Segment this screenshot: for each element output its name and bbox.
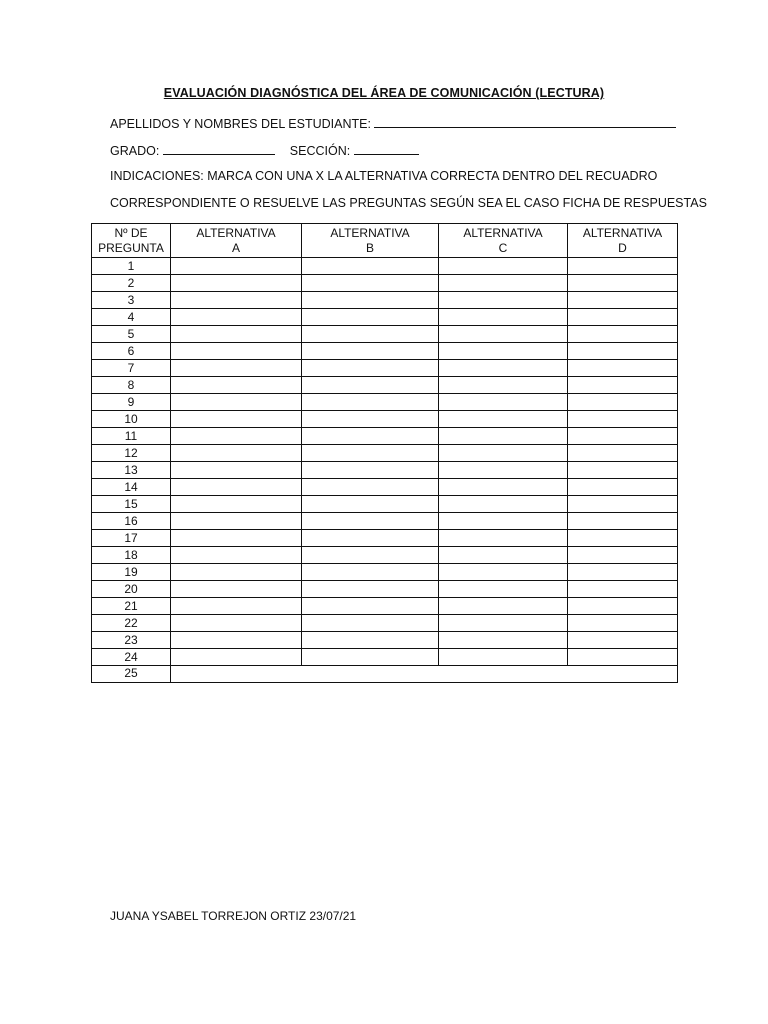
answer-cell-a[interactable] bbox=[171, 530, 302, 547]
question-number: 21 bbox=[92, 598, 171, 615]
table-row bbox=[92, 615, 678, 632]
question-number: 13 bbox=[92, 462, 171, 479]
answer-cell-b[interactable] bbox=[302, 411, 439, 428]
answer-cell-a[interactable] bbox=[171, 411, 302, 428]
table-row bbox=[92, 275, 678, 292]
answer-cell-b[interactable] bbox=[302, 513, 439, 530]
answer-cell-d[interactable] bbox=[568, 309, 678, 326]
table-row bbox=[92, 598, 678, 615]
answer-cell-a[interactable] bbox=[171, 496, 302, 513]
answer-cell-d[interactable] bbox=[568, 581, 678, 598]
answer-table bbox=[91, 223, 678, 683]
answer-cell-b[interactable] bbox=[302, 547, 439, 564]
answer-cell-b[interactable] bbox=[302, 360, 439, 377]
answer-cell-c[interactable] bbox=[439, 292, 568, 309]
alternative-c-header: ALTERNATIVA C bbox=[439, 224, 568, 258]
question-number: 10 bbox=[92, 411, 171, 428]
answer-cell-b[interactable] bbox=[302, 581, 439, 598]
answer-cell-d[interactable] bbox=[568, 445, 678, 462]
answer-cell-d[interactable] bbox=[568, 598, 678, 615]
question-number: 1 bbox=[92, 258, 171, 275]
answer-cell-b[interactable] bbox=[302, 632, 439, 649]
answer-cell-a[interactable] bbox=[171, 258, 302, 275]
answer-cell-a[interactable] bbox=[171, 513, 302, 530]
answer-cell-b[interactable] bbox=[302, 275, 439, 292]
instructions-line-2: CORRESPONDIENTE O RESUELVE LAS PREGUNTAS SEGÚN SEA EL CASO FICHA DE RESPUESTAS bbox=[110, 196, 707, 210]
answer-cell-d[interactable] bbox=[568, 428, 678, 445]
answer-cell-d[interactable] bbox=[568, 326, 678, 343]
answer-cell-a[interactable] bbox=[171, 343, 302, 360]
answer-cell-d[interactable] bbox=[568, 292, 678, 309]
answer-cell-d[interactable] bbox=[568, 564, 678, 581]
answer-cell-a[interactable] bbox=[171, 547, 302, 564]
answer-cell-b[interactable] bbox=[302, 564, 439, 581]
answer-cell-c[interactable] bbox=[439, 564, 568, 581]
table-row bbox=[92, 309, 678, 326]
table-row bbox=[92, 258, 678, 275]
table-row bbox=[92, 377, 678, 394]
table-row bbox=[92, 445, 678, 462]
answer-cell-a[interactable] bbox=[171, 479, 302, 496]
answer-cell-c[interactable] bbox=[439, 479, 568, 496]
answer-cell-d[interactable] bbox=[568, 258, 678, 275]
grade-blank[interactable] bbox=[163, 143, 275, 155]
answer-cell-c[interactable] bbox=[439, 377, 568, 394]
answer-cell-c[interactable] bbox=[439, 581, 568, 598]
answer-cell-d[interactable] bbox=[568, 632, 678, 649]
alternative-d-header: ALTERNATIVA D bbox=[568, 224, 678, 258]
student-name-label: APELLIDOS Y NOMBRES DEL ESTUDIANTE: bbox=[110, 117, 371, 131]
table-row bbox=[92, 343, 678, 360]
answer-cell-b[interactable] bbox=[302, 462, 439, 479]
answer-cell-c[interactable] bbox=[439, 309, 568, 326]
table-row bbox=[92, 411, 678, 428]
table-row bbox=[92, 326, 678, 343]
answer-cell-a[interactable] bbox=[171, 394, 302, 411]
answer-cell-b[interactable] bbox=[302, 394, 439, 411]
answer-cell-a[interactable] bbox=[171, 564, 302, 581]
answer-cell-a[interactable] bbox=[171, 581, 302, 598]
answer-cell-d[interactable] bbox=[568, 479, 678, 496]
question-number: 15 bbox=[92, 496, 171, 513]
answer-cell-b[interactable] bbox=[302, 309, 439, 326]
question-number: 16 bbox=[92, 513, 171, 530]
table-row bbox=[92, 360, 678, 377]
document-title: EVALUACIÓN DIAGNÓSTICA DEL ÁREA DE COMUNICACIÓN (LECTURA) bbox=[163, 86, 605, 100]
section-blank[interactable] bbox=[354, 143, 419, 155]
answer-cell-c[interactable] bbox=[439, 547, 568, 564]
question-number: 20 bbox=[92, 581, 171, 598]
table-row bbox=[92, 496, 678, 513]
answer-cell-a[interactable] bbox=[171, 428, 302, 445]
instructions-line-1: INDICACIONES: MARCA CON UNA X LA ALTERNATIVA CORRECTA DENTRO DEL RECUADRO bbox=[110, 169, 658, 183]
table-row bbox=[92, 632, 678, 649]
answer-cell-d[interactable] bbox=[568, 394, 678, 411]
answer-area[interactable] bbox=[171, 666, 678, 683]
answer-cell-d[interactable] bbox=[568, 615, 678, 632]
table-row bbox=[92, 649, 678, 666]
question-number: 8 bbox=[92, 377, 171, 394]
answer-cell-a[interactable] bbox=[171, 292, 302, 309]
answer-cell-b[interactable] bbox=[302, 292, 439, 309]
answer-cell-d[interactable] bbox=[568, 275, 678, 292]
answer-cell-a[interactable] bbox=[171, 360, 302, 377]
question-number: 3 bbox=[92, 292, 171, 309]
answer-cell-c[interactable] bbox=[439, 649, 568, 666]
question-number: 7 bbox=[92, 360, 171, 377]
section-label: SECCIÓN: bbox=[289, 144, 351, 158]
answer-cell-b[interactable] bbox=[302, 530, 439, 547]
question-number: 12 bbox=[92, 445, 171, 462]
answer-cell-b[interactable] bbox=[302, 258, 439, 275]
question-number-header: Nº DE PREGUNTA bbox=[92, 224, 171, 258]
answer-cell-a[interactable] bbox=[171, 445, 302, 462]
question-number: 17 bbox=[92, 530, 171, 547]
answer-cell-b[interactable] bbox=[302, 445, 439, 462]
answer-cell-d[interactable] bbox=[568, 496, 678, 513]
table-row bbox=[92, 428, 678, 445]
answer-cell-b[interactable] bbox=[302, 377, 439, 394]
table-row bbox=[92, 292, 678, 309]
answer-cell-d[interactable] bbox=[568, 513, 678, 530]
table-row bbox=[92, 479, 678, 496]
answer-cell-a[interactable] bbox=[171, 598, 302, 615]
answer-cell-b[interactable] bbox=[302, 615, 439, 632]
answer-cell-a[interactable] bbox=[171, 615, 302, 632]
answer-cell-c[interactable] bbox=[439, 496, 568, 513]
table-row bbox=[92, 564, 678, 581]
answer-cell-c[interactable] bbox=[439, 530, 568, 547]
question-number: 2 bbox=[92, 275, 171, 292]
answer-cell-a[interactable] bbox=[171, 309, 302, 326]
table-row-25 bbox=[92, 666, 678, 683]
answer-cell-b[interactable] bbox=[302, 649, 439, 666]
answer-cell-c[interactable] bbox=[439, 615, 568, 632]
answer-cell-c[interactable] bbox=[439, 445, 568, 462]
answer-cell-d[interactable] bbox=[568, 530, 678, 547]
answer-cell-c[interactable] bbox=[439, 513, 568, 530]
answer-cell-d[interactable] bbox=[568, 377, 678, 394]
table-header-row bbox=[92, 224, 678, 258]
answer-cell-d[interactable] bbox=[568, 411, 678, 428]
answer-cell-a[interactable] bbox=[171, 275, 302, 292]
question-number: 25 bbox=[92, 666, 171, 683]
alternative-a-header: ALTERNATIVA A bbox=[171, 224, 302, 258]
answer-cell-c[interactable] bbox=[439, 428, 568, 445]
answer-cell-a[interactable] bbox=[171, 649, 302, 666]
footer-author-date: JUANA YSABEL TORREJON ORTIZ 23/07/21 bbox=[110, 909, 357, 923]
table-row bbox=[92, 513, 678, 530]
answer-cell-a[interactable] bbox=[171, 377, 302, 394]
question-number: 23 bbox=[92, 632, 171, 649]
answer-cell-c[interactable] bbox=[439, 598, 568, 615]
student-name-blank[interactable] bbox=[374, 116, 676, 128]
table-row bbox=[92, 462, 678, 479]
answer-cell-d[interactable] bbox=[568, 462, 678, 479]
question-number: 5 bbox=[92, 326, 171, 343]
answer-cell-c[interactable] bbox=[439, 275, 568, 292]
answer-cell-a[interactable] bbox=[171, 326, 302, 343]
answer-cell-c[interactable] bbox=[439, 411, 568, 428]
question-number: 22 bbox=[92, 615, 171, 632]
table-row bbox=[92, 394, 678, 411]
answer-cell-b[interactable] bbox=[302, 496, 439, 513]
answer-cell-b[interactable] bbox=[302, 326, 439, 343]
question-number: 11 bbox=[92, 428, 171, 445]
answer-cell-d[interactable] bbox=[568, 343, 678, 360]
answer-cell-d[interactable] bbox=[568, 649, 678, 666]
table-row bbox=[92, 581, 678, 598]
grade-section-line bbox=[110, 143, 419, 158]
answer-cell-d[interactable] bbox=[568, 547, 678, 564]
answer-cell-c[interactable] bbox=[439, 394, 568, 411]
question-number: 4 bbox=[92, 309, 171, 326]
answer-cell-b[interactable] bbox=[302, 479, 439, 496]
question-number: 19 bbox=[92, 564, 171, 581]
answer-cell-b[interactable] bbox=[302, 598, 439, 615]
alternative-b-header: ALTERNATIVA B bbox=[302, 224, 439, 258]
student-name-line bbox=[110, 116, 676, 131]
answer-cell-c[interactable] bbox=[439, 258, 568, 275]
answer-cell-c[interactable] bbox=[439, 632, 568, 649]
answer-cell-a[interactable] bbox=[171, 632, 302, 649]
question-number: 9 bbox=[92, 394, 171, 411]
answer-cell-d[interactable] bbox=[568, 360, 678, 377]
answer-cell-b[interactable] bbox=[302, 343, 439, 360]
question-number: 6 bbox=[92, 343, 171, 360]
question-number: 14 bbox=[92, 479, 171, 496]
question-number: 24 bbox=[92, 649, 171, 666]
answer-cell-b[interactable] bbox=[302, 428, 439, 445]
answer-cell-c[interactable] bbox=[439, 343, 568, 360]
answer-cell-c[interactable] bbox=[439, 360, 568, 377]
answer-cell-c[interactable] bbox=[439, 462, 568, 479]
table-row bbox=[92, 530, 678, 547]
table-row bbox=[92, 547, 678, 564]
answer-cell-a[interactable] bbox=[171, 462, 302, 479]
question-number: 18 bbox=[92, 547, 171, 564]
answer-cell-c[interactable] bbox=[439, 326, 568, 343]
grade-label: GRADO: bbox=[110, 144, 160, 158]
